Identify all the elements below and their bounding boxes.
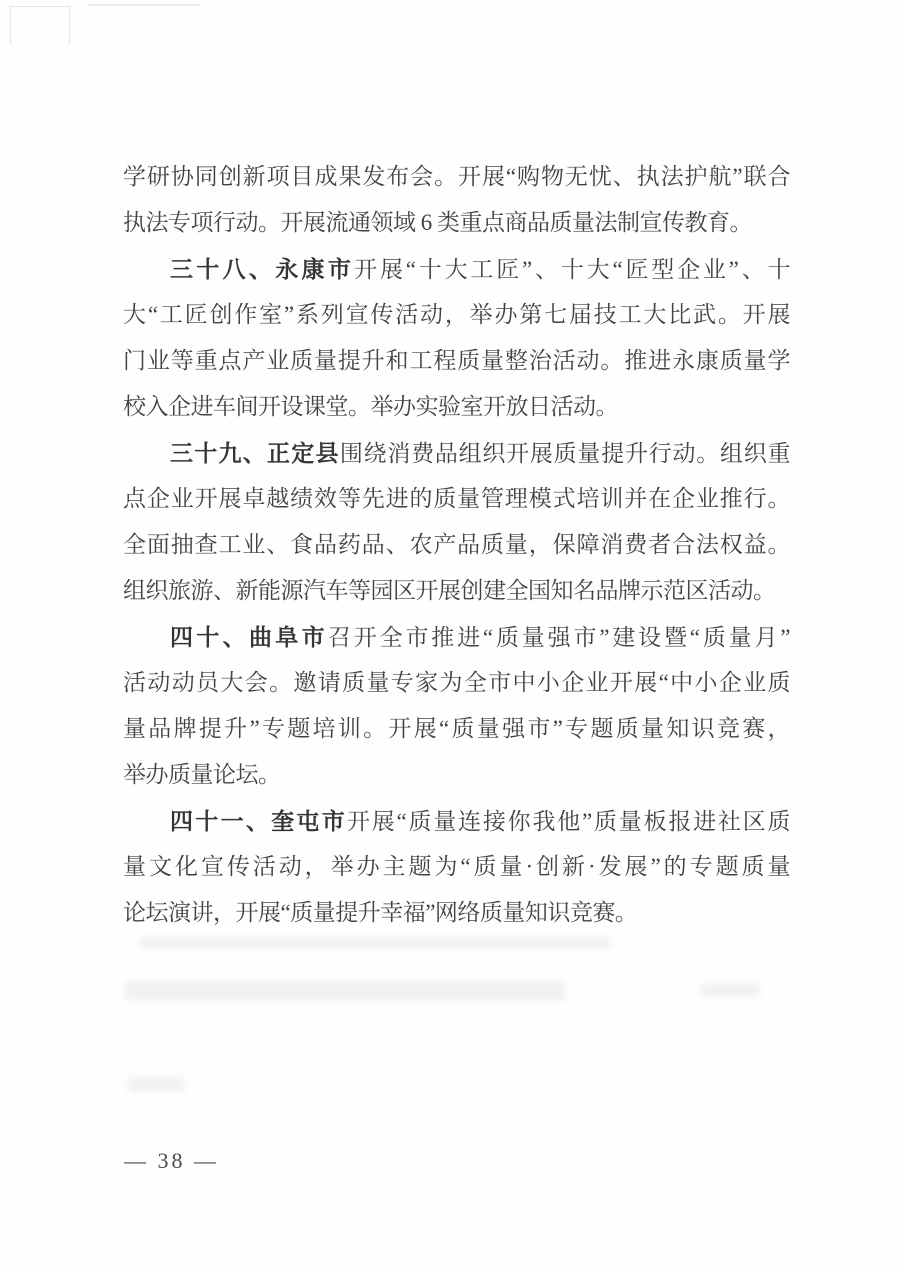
- bleed-through-artifact: [700, 983, 760, 997]
- text-line: 执法专项行动。开展流通领域 6 类重点商品质量法制宣传教育。: [123, 210, 752, 235]
- text-line: 大“工匠创作室”系列宣传活动，举办第七届技工大比武。开展: [123, 302, 790, 327]
- section-heading: 三十八、永康市: [170, 256, 355, 282]
- text-line: 量文化宣传活动，举办主题为“质量·创新·发展”的专题质量: [123, 854, 790, 879]
- text-line: 三十八、永康市开展“十大工匠”、十大“匠型企业”、十: [170, 256, 791, 282]
- text-line: 四十、曲阜市召开全市推进“质量强市”建设暨“质量月”: [170, 624, 791, 650]
- text-line: 四十一、奎屯市开展“质量连接你我他”质量板报进社区质: [170, 808, 790, 834]
- text-line: 全面抽查工业、食品药品、农产品质量，保障消费者合法权益。: [123, 532, 790, 557]
- text-line: 学研协同创新项目成果发布会。开展“购物无忧、执法护航”联合: [123, 164, 790, 189]
- text-line: 举办质量论坛。: [123, 762, 281, 787]
- text-line: 三十九、正定县围绕消费品组织开展质量提升行动。组织重: [170, 440, 791, 466]
- text-line: 活动动员大会。邀请质量专家为全市中小企业开展“中小企业质: [123, 670, 790, 695]
- section-heading: 四十一、奎屯市: [170, 808, 347, 834]
- section-heading: 四十、曲阜市: [170, 624, 328, 650]
- text-line: 量品牌提升”专题培训。开展“质量强市”专题质量知识竞赛，: [123, 716, 790, 741]
- text-line: 校入企进车间开设课堂。举办实验室开放日活动。: [123, 394, 618, 419]
- page-number: — 38 —: [124, 1148, 219, 1173]
- scan-artifact-top-line: [88, 4, 200, 6]
- section-heading: 三十九、正定县: [170, 440, 340, 466]
- bleed-through-artifact: [125, 981, 565, 1001]
- bleed-through-artifact: [127, 1077, 185, 1092]
- text-line: 论坛演讲，开展“质量提升幸福”网络质量知识竞赛。: [123, 900, 638, 925]
- scan-artifact-corner-box: [10, 6, 70, 45]
- bleed-through-artifact: [140, 937, 610, 949]
- text-block: [123, 154, 790, 936]
- text-line: 组织旅游、新能源汽车等园区开展创建全国知名品牌示范区活动。: [123, 578, 776, 603]
- text-line: 点企业开展卓越绩效等先进的质量管理模式培训并在企业推行。: [123, 486, 790, 511]
- text-line: 门业等重点产业质量提升和工程质量整治活动。推进永康质量学: [123, 348, 790, 373]
